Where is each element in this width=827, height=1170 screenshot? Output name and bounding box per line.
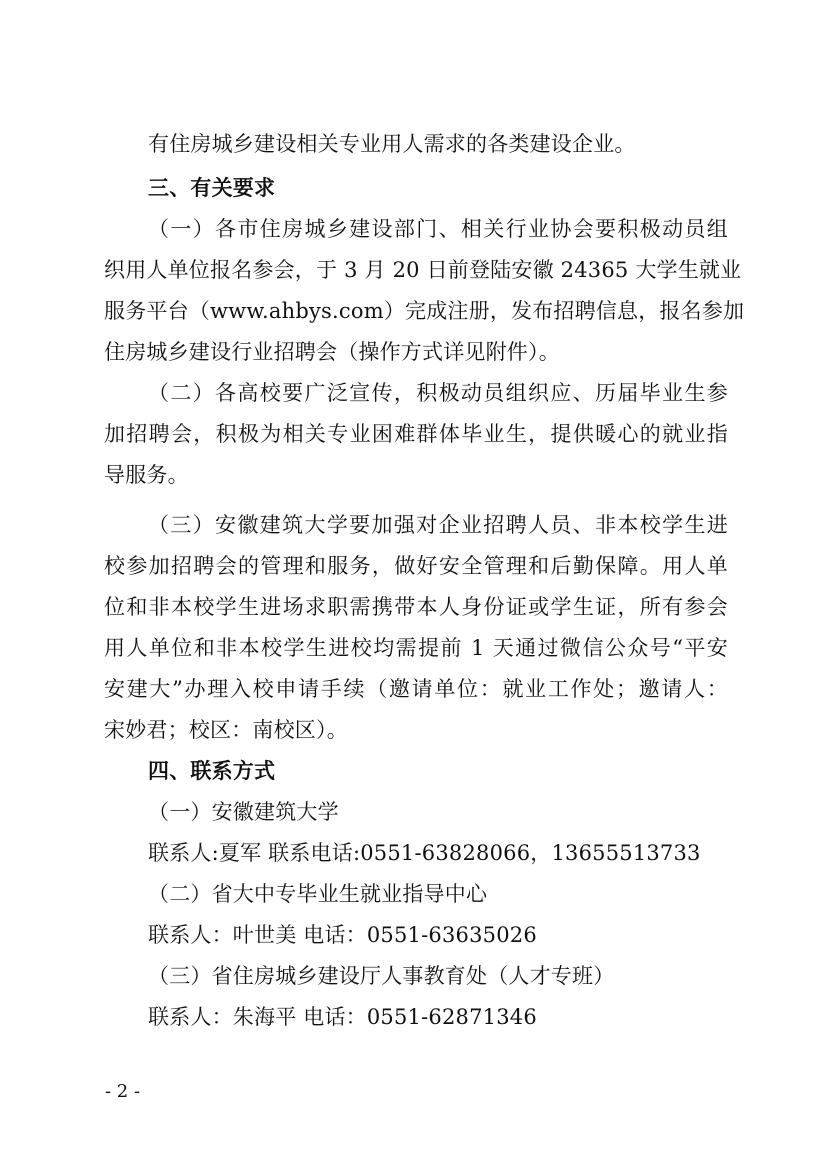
section-heading: 四、联系方式 — [148, 759, 276, 783]
paragraph-line: （一）各市住房城乡建设部门、相关行业协会要积极动员组 — [148, 217, 728, 241]
contact-org: （一）安徽建筑大学 — [148, 800, 339, 824]
contact-line: 联系人:夏军 联系电话:0551-63828066，13655513733 — [148, 841, 701, 865]
paragraph-line: 校参加招聘会的管理和服务，做好安全管理和后勤保障。用人单 — [104, 554, 728, 578]
contact-line: 联系人：叶世美 电话：0551-63635026 — [148, 923, 537, 947]
paragraph-line: （二）各高校要广泛宣传，积极动员组织应、历届毕业生参 — [148, 381, 728, 405]
paragraph-line: 安建大”办理入校申请手续（邀请单位：就业工作处；邀请人： — [104, 677, 728, 701]
paragraph-line: 服务平台（www.ahbys.com）完成注册，发布招聘信息，报名参加 — [104, 299, 745, 323]
contact-org: （二）省大中专毕业生就业指导中心 — [148, 882, 488, 906]
contact-line: 联系人：朱海平 电话：0551-62871346 — [148, 1005, 537, 1029]
paragraph-line: （三）安徽建筑大学要加强对企业招聘人员、非本校学生进 — [148, 513, 728, 537]
paragraph-line: 有住房城乡建设相关专业用人需求的各类建设企业。 — [148, 132, 636, 156]
paragraph-line: 织用人单位报名参会，于 3 月 20 日前登陆安徽 24365 大学生就业 — [104, 258, 742, 282]
paragraph-line: 用人单位和非本校学生进校均需提前 1 天通过微信公众号“平安 — [104, 636, 728, 660]
contact-org: （三）省住房城乡建设厅人事教育处（人才专班） — [148, 964, 615, 988]
paragraph-line: 宋妙君；校区：南校区）。 — [104, 718, 348, 742]
paragraph-line: 位和非本校学生进场求职需携带本人身份证或学生证，所有参会 — [104, 595, 728, 619]
section-heading: 三、有关要求 — [148, 176, 276, 200]
paragraph-line: 住房城乡建设行业招聘会（操作方式详见附件）。 — [104, 340, 560, 364]
page-number: - 2 - — [105, 1081, 141, 1102]
paragraph-line: 导服务。 — [104, 463, 189, 487]
paragraph-line: 加招聘会，积极为相关专业困难群体毕业生，提供暖心的就业指 — [104, 422, 728, 446]
